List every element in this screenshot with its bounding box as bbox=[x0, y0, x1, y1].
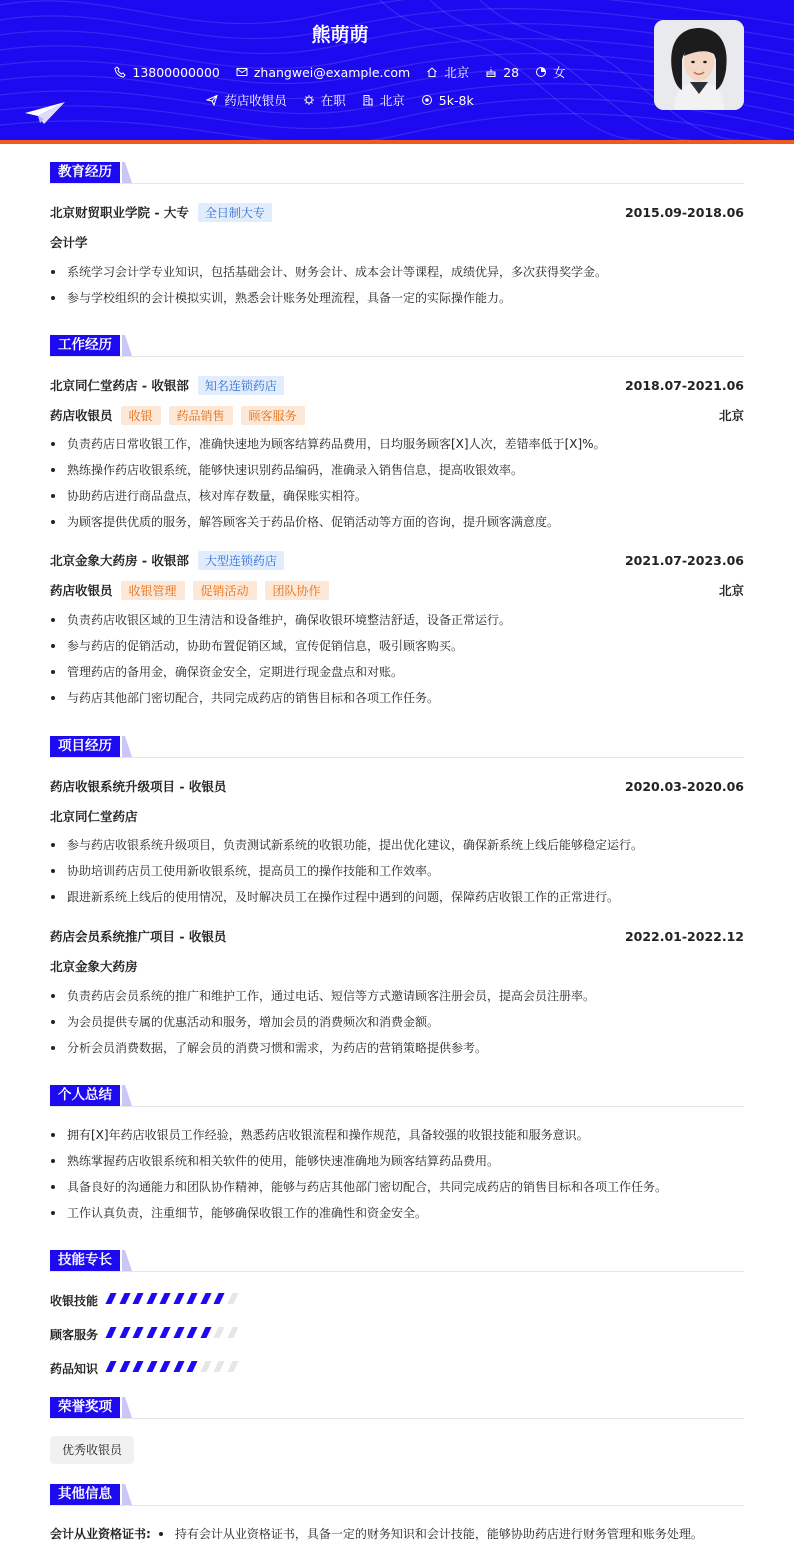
skill-stripe-empty bbox=[227, 1327, 238, 1338]
list-item: 系统学习会计学专业知识，包括基础会计、财务会计、成本会计等课程，成绩优异，多次获得奖学金。 bbox=[50, 264, 744, 280]
project-period: 2020.03-2020.06 bbox=[624, 778, 744, 794]
list-item: 协助药店进行商品盘点，核对库存数量，确保账实相符。 bbox=[50, 488, 744, 504]
phone-text: 13800000000 bbox=[132, 64, 220, 80]
work-head-2 bbox=[50, 551, 744, 569]
list-item: 跟进新系统上线后的使用情况，及时解决员工在操作过程中遇到的问题，保障药店收银工作的正常进行。 bbox=[50, 889, 744, 905]
skill-stripe-filled bbox=[132, 1361, 143, 1372]
job-row bbox=[0, 91, 680, 109]
gender-icon bbox=[535, 66, 547, 78]
skill-stripe-filled bbox=[132, 1327, 143, 1338]
building-icon bbox=[362, 94, 374, 106]
project-org: 北京同仁堂药店 bbox=[50, 809, 138, 824]
send-icon bbox=[206, 94, 218, 106]
list-item: 协助培训药店员工使用新收银系统，提高员工的操作技能和工作效率。 bbox=[50, 863, 744, 879]
skill-tag: 收银 bbox=[121, 406, 161, 425]
project-head-2 bbox=[50, 927, 744, 945]
skill-tag: 团队协作 bbox=[265, 581, 329, 600]
email-item bbox=[236, 65, 410, 80]
section-label: 项目经历 bbox=[50, 736, 120, 757]
skill-stripe-filled bbox=[119, 1361, 130, 1372]
skill-stripe-empty bbox=[200, 1361, 211, 1372]
title-tail bbox=[122, 1397, 132, 1418]
section-title bbox=[50, 1484, 744, 1506]
skill-name: 收银技能 bbox=[50, 1293, 99, 1308]
section-title bbox=[50, 1397, 744, 1419]
gender-text: 女 bbox=[553, 65, 566, 80]
work-head-1 bbox=[50, 376, 744, 394]
status-text: 在职 bbox=[320, 93, 346, 108]
project-name: 药店会员系统推广项目 - 收银员 bbox=[50, 929, 227, 944]
phone-icon bbox=[114, 66, 126, 78]
project-period: 2022.01-2022.12 bbox=[624, 928, 744, 944]
company-name: 北京金象大药房 - 收银部 bbox=[50, 553, 189, 568]
candidate-name: 熊萌萌 bbox=[311, 24, 369, 46]
major: 会计学 bbox=[50, 235, 88, 250]
skill-stripe-filled bbox=[173, 1293, 184, 1304]
cake-icon bbox=[485, 66, 497, 78]
education-period: 2015.09-2018.06 bbox=[624, 204, 744, 220]
role: 药店收银员 bbox=[50, 408, 113, 423]
skill-level-bar bbox=[108, 1327, 243, 1341]
list-item: 与药店其他部门密切配合，共同完成药店的销售目标和各项工作任务。 bbox=[50, 690, 744, 706]
role-row-2 bbox=[50, 581, 744, 599]
section-label: 个人总结 bbox=[50, 1085, 120, 1106]
section-label: 工作经历 bbox=[50, 335, 120, 356]
skill-stripe-filled bbox=[146, 1293, 157, 1304]
skill-stripe-filled bbox=[173, 1327, 184, 1338]
name-wrap bbox=[0, 20, 680, 47]
title-tail bbox=[122, 1250, 132, 1271]
skill-name: 药品知识 bbox=[50, 1361, 99, 1376]
list-item: 为会员提供专属的优惠活动和服务，增加会员的消费频次和消费金额。 bbox=[50, 1014, 744, 1030]
company-tag: 大型连锁药店 bbox=[198, 551, 284, 570]
skill-tag: 促销活动 bbox=[193, 581, 257, 600]
list-item: 负责药店日常收银工作，准确快速地为顾客结算药品费用，日均服务顾客[X]人次，差错率低于[X]%。 bbox=[50, 436, 744, 452]
project-org: 北京金象大药房 bbox=[50, 959, 138, 974]
skill-level-bar bbox=[108, 1293, 243, 1307]
skill-tag: 药品销售 bbox=[169, 406, 233, 425]
skill-stripe-filled bbox=[159, 1293, 170, 1304]
job-title-text: 药店收银员 bbox=[224, 93, 287, 108]
paper-plane-icon bbox=[24, 100, 66, 126]
skill-stripe-filled bbox=[146, 1361, 157, 1372]
skill-stripe-filled bbox=[132, 1293, 143, 1304]
project-org-row bbox=[50, 957, 744, 975]
title-tail bbox=[122, 1085, 132, 1106]
bullet-dot bbox=[159, 1532, 163, 1536]
skill-stripe-filled bbox=[119, 1327, 130, 1338]
section-title bbox=[50, 1250, 744, 1272]
skill-stripe-filled bbox=[213, 1293, 224, 1304]
phone-item bbox=[114, 65, 219, 80]
location-item bbox=[426, 63, 469, 81]
skill-stripe-filled bbox=[200, 1293, 211, 1304]
company-tag: 知名连锁药店 bbox=[198, 376, 284, 395]
other-info-value: 持有会计从业资格证书，具备一定的财务知识和会计技能，能够协助药店进行财务管理和账务处理。 bbox=[174, 1527, 703, 1541]
role-row-1 bbox=[50, 406, 744, 424]
skill-stripe-empty bbox=[213, 1327, 224, 1338]
salary-icon bbox=[421, 94, 433, 106]
education-tag: 全日制大专 bbox=[198, 203, 272, 222]
education-head bbox=[50, 203, 744, 221]
home-icon bbox=[426, 66, 438, 78]
skill-stripe-filled bbox=[200, 1327, 211, 1338]
title-tail bbox=[122, 1484, 132, 1505]
list-item: 熟练掌握药店收银系统和相关软件的使用，能够快速准确地为顾客结算药品费用。 bbox=[50, 1153, 744, 1169]
title-tail bbox=[122, 162, 132, 183]
skill-stripe-filled bbox=[186, 1327, 197, 1338]
skill-stripe-filled bbox=[105, 1327, 116, 1338]
skills-section bbox=[50, 1250, 744, 1376]
skill-stripe-filled bbox=[173, 1361, 184, 1372]
resume-header bbox=[0, 0, 794, 140]
header-accent-line bbox=[0, 140, 794, 144]
list-item: 管理药店的备用金，确保资金安全，定期进行现金盘点和对账。 bbox=[50, 664, 744, 680]
skill-stripe-filled bbox=[105, 1361, 116, 1372]
target-city-text: 北京 bbox=[379, 93, 405, 108]
mail-icon bbox=[236, 66, 248, 78]
project-name: 药店收银系统升级项目 - 收银员 bbox=[50, 779, 227, 794]
gender-item bbox=[535, 63, 566, 81]
avatar bbox=[654, 20, 744, 110]
skill-stripe-filled bbox=[105, 1293, 116, 1304]
location-text: 北京 bbox=[444, 65, 470, 80]
email-text: zhangwei@example.com bbox=[253, 64, 411, 80]
skill-row bbox=[50, 1292, 243, 1308]
section-title bbox=[50, 162, 744, 184]
section-title bbox=[50, 736, 744, 758]
skill-row bbox=[50, 1360, 243, 1376]
status-icon bbox=[303, 94, 315, 106]
work-city: 北京 bbox=[718, 583, 744, 598]
other-info-row bbox=[50, 1525, 744, 1542]
school-name: 北京财贸职业学院 - 大专 bbox=[50, 205, 189, 220]
section-label: 教育经历 bbox=[50, 162, 120, 183]
work-period: 2021.07-2023.06 bbox=[624, 552, 744, 568]
list-item: 参与药店的促销活动，协助布置促销区域，宣传促销信息，吸引顾客购买。 bbox=[50, 638, 744, 654]
age-text: 28 bbox=[503, 64, 520, 80]
work-period: 2018.07-2021.06 bbox=[624, 377, 744, 393]
section-label: 荣誉奖项 bbox=[50, 1397, 120, 1418]
section-label: 其他信息 bbox=[50, 1484, 120, 1505]
work-section bbox=[50, 335, 744, 705]
other-section bbox=[50, 1484, 744, 1541]
skill-stripe-filled bbox=[146, 1327, 157, 1338]
skill-stripe-filled bbox=[159, 1361, 170, 1372]
skill-stripe-filled bbox=[186, 1361, 197, 1372]
list-item: 具备良好的沟通能力和团队协作精神，能够与药店其他部门密切配合，共同完成药店的销售目标和各项工作任务。 bbox=[50, 1179, 744, 1195]
section-label: 技能专长 bbox=[50, 1250, 120, 1271]
education-section bbox=[50, 162, 744, 305]
work-city: 北京 bbox=[718, 408, 744, 423]
skill-tag: 顾客服务 bbox=[241, 406, 305, 425]
skill-stripe-empty bbox=[213, 1361, 224, 1372]
skill-stripe-filled bbox=[186, 1293, 197, 1304]
skill-name: 顾客服务 bbox=[50, 1327, 99, 1342]
list-item: 参与药店收银系统升级项目，负责测试新系统的收银功能，提出优化建议，确保新系统上线后能够稳定运行。 bbox=[50, 837, 744, 853]
skill-stripe-filled bbox=[159, 1327, 170, 1338]
list-item: 熟练操作药店收银系统，能够快速识别药品编码，准确录入销售信息，提高收银效率。 bbox=[50, 462, 744, 478]
skill-stripe-filled bbox=[119, 1293, 130, 1304]
list-item: 工作认真负责，注重细节，能够确保收银工作的准确性和资金安全。 bbox=[50, 1205, 744, 1221]
salary-item bbox=[421, 93, 474, 108]
section-title bbox=[50, 1085, 744, 1107]
list-item: 分析会员消费数据，了解会员的消费习惯和需求，为药店的营销策略提供参考。 bbox=[50, 1040, 744, 1056]
major-row bbox=[50, 233, 744, 251]
project-head-1 bbox=[50, 777, 744, 795]
list-item: 拥有[X]年药店收银员工作经验，熟悉药店收银流程和操作规范，具备较强的收银技能和服务意识。 bbox=[50, 1127, 744, 1143]
summary-section bbox=[50, 1085, 744, 1220]
skill-stripe-empty bbox=[227, 1361, 238, 1372]
list-item: 为顾客提供优质的服务，解答顾客关于药品价格、促销活动等方面的咨询，提升顾客满意度。 bbox=[50, 514, 744, 530]
salary-text: 5k-8k bbox=[438, 92, 474, 108]
list-item: 负责药店收银区域的卫生清洁和设备维护，确保收银环境整洁舒适，设备正常运行。 bbox=[50, 612, 744, 628]
honors-section bbox=[50, 1397, 744, 1457]
status-item bbox=[303, 91, 346, 109]
project-org-row bbox=[50, 807, 744, 825]
title-tail bbox=[122, 335, 132, 356]
project-section bbox=[50, 736, 744, 1055]
award-badge: 优秀收银员 bbox=[50, 1436, 134, 1464]
age-item bbox=[485, 65, 519, 80]
skill-row bbox=[50, 1326, 243, 1342]
skill-tag: 收银管理 bbox=[121, 581, 185, 600]
job-title-item bbox=[206, 91, 287, 109]
contact-row bbox=[0, 63, 680, 81]
other-info-key: 会计从业资格证书: bbox=[50, 1527, 151, 1541]
company-name: 北京同仁堂药店 - 收银部 bbox=[50, 378, 189, 393]
title-tail bbox=[122, 736, 132, 757]
list-item: 参与学校组织的会计模拟实训，熟悉会计账务处理流程，具备一定的实际操作能力。 bbox=[50, 290, 744, 306]
role: 药店收银员 bbox=[50, 583, 113, 598]
target-city-item bbox=[362, 91, 405, 109]
skill-stripe-empty bbox=[227, 1293, 238, 1304]
skill-level-bar bbox=[108, 1361, 243, 1375]
section-title bbox=[50, 335, 744, 357]
list-item: 负责药店会员系统的推广和维护工作，通过电话、短信等方式邀请顾客注册会员，提高会员注册率。 bbox=[50, 988, 744, 1004]
